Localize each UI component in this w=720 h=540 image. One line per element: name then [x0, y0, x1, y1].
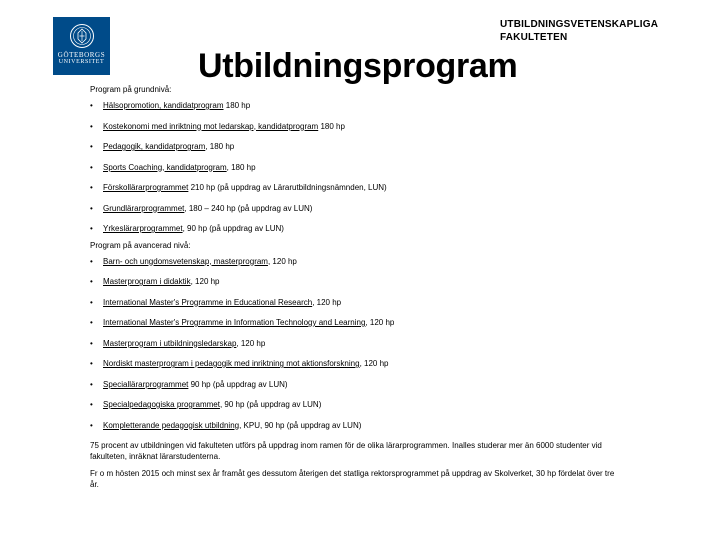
- program-link[interactable]: Barn- och ungdomsvetenskap, masterprogram: [103, 256, 268, 266]
- program-credits: 210 hp (på uppdrag av Lärarutbildningsnämnden, LUN): [188, 183, 387, 192]
- program-credits: , 120 hp: [365, 318, 395, 327]
- program-link[interactable]: Masterprogram i utbildningsledarskap: [103, 338, 237, 348]
- program-credits: , 120 hp: [236, 338, 266, 348]
- program-credits: , 120 hp: [190, 277, 220, 286]
- program-credits: , 90 hp (på uppdrag av LUN): [182, 224, 284, 233]
- list-item: [90, 162, 700, 174]
- program-credits: 180 hp: [223, 101, 251, 110]
- program-credits: , 120 hp: [312, 297, 342, 307]
- program-link[interactable]: Yrkeslärarprogrammet: [103, 224, 183, 233]
- program-credits: , 180 hp: [226, 162, 256, 172]
- list-item: [90, 276, 700, 288]
- program-credits: , 180 – 240 hp (på uppdrag av LUN): [184, 203, 313, 213]
- program-link[interactable]: Pedagogik, kandidatprogram: [103, 142, 206, 151]
- list-item: [90, 317, 700, 329]
- faculty-line-2: FAKULTETEN: [500, 32, 568, 43]
- program-link[interactable]: Masterprogram i didaktik: [103, 277, 191, 286]
- list-item: [90, 141, 700, 153]
- program-credits: , KPU, 90 hp (på uppdrag av LUN): [239, 420, 362, 430]
- list-item: [90, 256, 700, 268]
- page-title: Utbildningsprogram: [198, 47, 518, 85]
- program-link[interactable]: Specialpedagogiska programmet: [103, 400, 220, 409]
- program-credits: 90 hp (på uppdrag av LUN): [188, 379, 288, 389]
- program-link[interactable]: Kompletterande pedagogisk utbildning: [103, 420, 240, 430]
- program-credits: , 180 hp: [205, 142, 235, 151]
- program-link[interactable]: Speciallärarprogrammet: [103, 379, 189, 389]
- basic-program-list: [90, 100, 700, 235]
- list-item: [90, 358, 700, 370]
- list-item: [90, 379, 700, 391]
- program-link[interactable]: Sports Coaching, kandidatprogram: [103, 162, 227, 172]
- program-credits: , 120 hp: [267, 256, 297, 266]
- program-link[interactable]: Förskollärarprogrammet: [103, 183, 189, 192]
- list-item: [90, 399, 700, 411]
- list-item: [90, 182, 700, 194]
- basic-level-heading: Program på grundnivå:: [90, 85, 172, 94]
- advanced-program-list: [90, 256, 700, 432]
- faculty-name: [500, 18, 710, 44]
- program-link[interactable]: International Master's Programme in Educational Research: [103, 297, 313, 307]
- program-list-content: [90, 84, 700, 496]
- program-credits: , 90 hp (på uppdrag av LUN): [219, 400, 322, 409]
- program-link[interactable]: Hälsopromotion, kandidatprogram: [103, 101, 224, 110]
- list-item: [90, 203, 700, 215]
- list-item: [90, 121, 700, 133]
- logo-line-1: GÖTEBORGS: [57, 51, 106, 59]
- list-item: [90, 338, 700, 350]
- program-link[interactable]: Nordiskt masterprogram i pedagogik med inriktning mot aktionsforskning: [103, 359, 360, 368]
- program-link[interactable]: Kostekonomi med inriktning mot ledarskap, kandidatprogram: [103, 121, 319, 131]
- list-item: [90, 100, 700, 112]
- university-logo: [53, 17, 110, 75]
- note-paragraph-students: 75 procent av utbildningen vid fakulteten utförs på uppdrag inom ramen för de olika lärarprogrammen. Inalles studerar mer än 6000 studenter vid fakulteten, inräknat lärarstudenterna.: [90, 441, 602, 461]
- program-credits: 180 hp: [318, 121, 345, 131]
- list-item: [90, 297, 700, 309]
- program-link[interactable]: Grundlärarprogrammet: [103, 203, 185, 213]
- advanced-level-heading: Program på avancerad nivå:: [90, 240, 191, 250]
- crest-icon: [69, 23, 95, 49]
- note-paragraph-rektorsprogram: Fr o m hösten 2015 och minst sex år framåt ges dessutom återigen det statliga rektorsprogrammet på uppdrag av Skolverket, 30 hp fördelat över tre år.: [90, 469, 615, 489]
- faculty-line-1: UTBILDNINGSVETENSKAPLIGA: [500, 19, 659, 30]
- program-credits: , 120 hp: [359, 359, 389, 368]
- logo-line-2: UNIVERSITET: [58, 59, 105, 65]
- list-item: [90, 420, 700, 432]
- list-item: [90, 223, 700, 235]
- program-link[interactable]: International Master's Programme in Information Technology and Learning: [103, 318, 366, 327]
